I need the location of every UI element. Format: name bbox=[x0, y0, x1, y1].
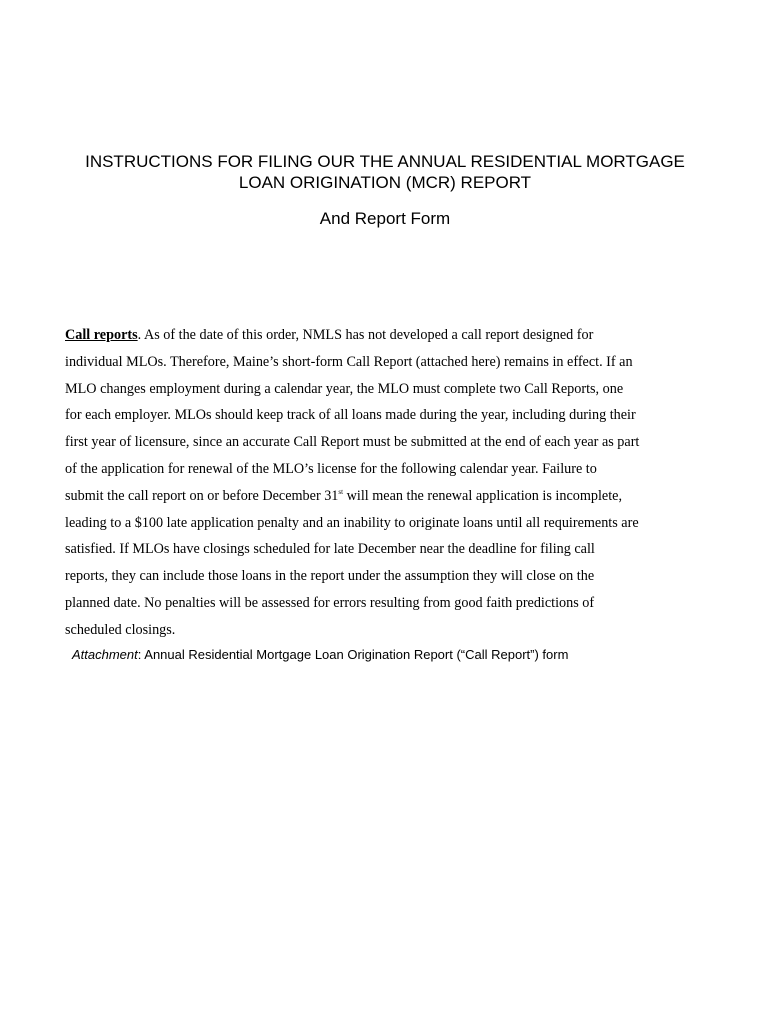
paragraph-line: MLO changes employment during a calendar year, the MLO must complete two Call Reports, one bbox=[65, 380, 624, 397]
document-title bbox=[40, 151, 730, 193]
call-reports-section bbox=[65, 322, 695, 644]
heading-trail-text: . As of the date of this order, NMLS has not developed a call report designed for bbox=[137, 327, 594, 343]
attachment-text: : Annual Residential Mortgage Loan Origination Report (“Call Report”) form bbox=[137, 647, 569, 662]
paragraph-line: individual MLOs. Therefore, Maine’s short-form Call Report (attached here) remains in effect. If an bbox=[65, 353, 633, 370]
attachment-label: Attachment bbox=[72, 647, 138, 662]
paragraph-line bbox=[65, 322, 695, 349]
title-line-2: LOAN ORIGINATION (MCR) REPORT bbox=[238, 173, 532, 192]
section-heading: Call reports bbox=[65, 327, 138, 343]
line-text: submit the call report on or before December 31 bbox=[65, 487, 339, 504]
paragraph-line: satisfied. If MLOs have closings scheduled for late December near the deadline for filing call bbox=[65, 541, 595, 558]
paragraph-line: scheduled closings. bbox=[65, 621, 176, 638]
paragraph-line: for each employer. MLOs should keep track of all loans made during the year, including during their bbox=[65, 407, 636, 424]
line-text: will mean the renewal application is incomplete, bbox=[343, 487, 623, 504]
paragraph-line: first year of licensure, since an accurate Call Report must be submitted at the end of each year as part bbox=[65, 434, 640, 451]
paragraph-line bbox=[65, 483, 695, 510]
paragraph-line: reports, they can include those loans in the report under the assumption they will close on the bbox=[65, 568, 595, 585]
title-line-1: INSTRUCTIONS FOR FILING OUR THE ANNUAL RESIDENTIAL MORTGAGE bbox=[85, 152, 685, 171]
document-subtitle: And Report Form bbox=[319, 209, 451, 228]
paragraph-line: of the application for renewal of the MLO’s license for the following calendar year. Failure to bbox=[65, 460, 597, 477]
attachment-note bbox=[72, 646, 568, 664]
paragraph-line: planned date. No penalties will be assessed for errors resulting from good faith predictions of bbox=[65, 594, 595, 611]
ordinal-suffix: st bbox=[338, 487, 344, 496]
paragraph-line: leading to a $100 late application penalty and an inability to originate loans until all requirements are bbox=[65, 514, 639, 531]
